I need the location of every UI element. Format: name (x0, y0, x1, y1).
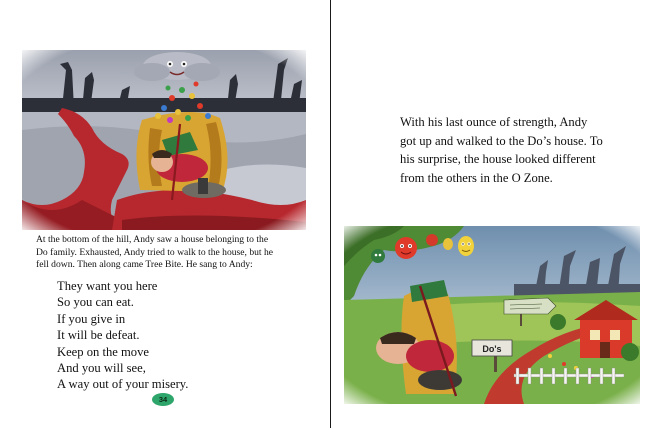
narration-line: fell down. Then along came Tree Bite. He sang to Andy: (36, 259, 253, 271)
narration-line: At the bottom of the hill, Andy saw a house belonging to the (36, 234, 269, 245)
poem-line: They want you here (57, 279, 158, 293)
andy-on-hill-illustration (22, 50, 306, 230)
story-line: got up and walked to the Do’s house. To (400, 133, 603, 148)
tree-bite-song (57, 278, 297, 393)
narration-paragraph (36, 234, 308, 272)
story-line: his surprise, the house looked different (400, 152, 596, 167)
poem-line: Keep on the move (57, 344, 149, 359)
poem-line: So you can eat. (57, 295, 134, 310)
poem-line: A way out of your misery. (57, 377, 189, 392)
story-paragraph (400, 113, 630, 187)
hill-scene-svg (22, 50, 306, 230)
narration-line: Do family. Exhausted, Andy tried to walk to the house, but he (36, 246, 274, 258)
do-house-illustration (344, 226, 640, 404)
poem-line: And you will see, (57, 361, 146, 376)
story-line: With his last ounce of strength, Andy (400, 115, 588, 129)
poem-line: If you give in (57, 311, 126, 326)
page-number-badge: 34 (152, 393, 174, 406)
story-line: from the others in the O Zone. (400, 170, 553, 185)
poem-line: It will be defeat. (57, 328, 140, 343)
do-house-scene-svg (344, 226, 640, 404)
